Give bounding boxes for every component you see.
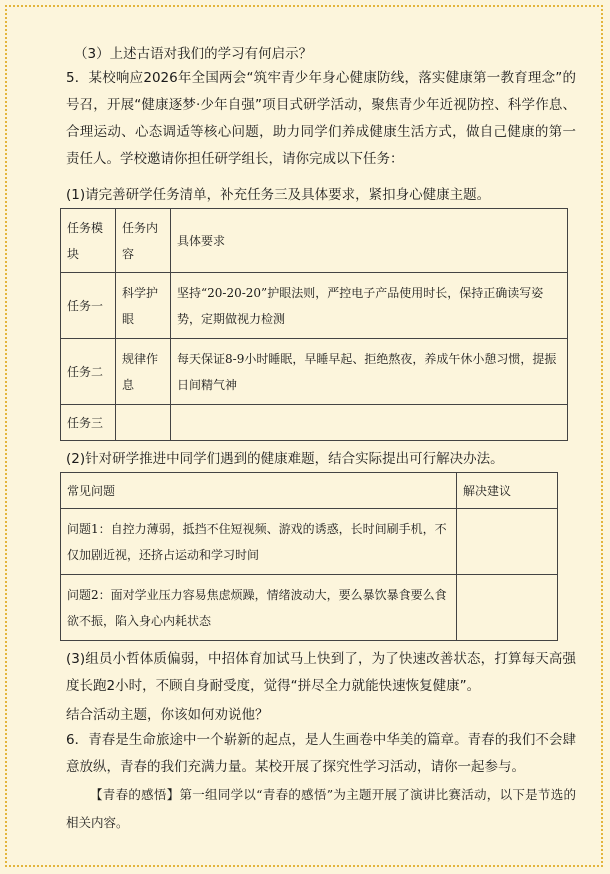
- table-row: [61, 339, 568, 405]
- header-problem: 常见问题: [61, 473, 457, 509]
- task-requirement: 坚持“20-20-20”护眼法则，严控电子产品使用时长，保持正确读写姿势，定期做视力检测: [171, 273, 568, 339]
- header-task-module: 任务模块: [61, 209, 116, 273]
- table-row: [61, 575, 558, 641]
- question-5-intro: 5．某校响应2026年全国两会“筑牢青少年身心健康防线，落实健康第一教育理念”的号召，开展“健康逐梦·少年自强”项目式研学活动，聚焦青少年近视防控、科学作息、合理运动、心态调适等核心问题，助力同学们养成健康生活方式，做自己健康的第一责任人。学校邀请你担任研学组长，请你完成以下任务：: [66, 70, 576, 167]
- question-6-subsection: 【青春的感悟】第一组同学以“青春的感悟”为主题开展了演讲比赛活动，以下是节选的相关内容。: [66, 787, 576, 830]
- task-module: 任务一: [61, 273, 116, 339]
- question-5-part-3-prompt: 结合活动主题，你该如何劝说他？: [66, 707, 269, 723]
- task-requirement: 每天保证8-9小时睡眠，早睡早起、拒绝熬夜，养成午休小憩习惯，提振日间精气神: [171, 339, 568, 405]
- table-row: [61, 509, 558, 575]
- question-3: （3）上述古语对我们的学习有何启示？: [74, 46, 313, 62]
- task-module: 任务三: [61, 405, 116, 441]
- header-task-content: 任务内容: [116, 209, 171, 273]
- task-content: 规律作息: [116, 339, 171, 405]
- question-5-part-1: (1)请完善研学任务清单，补充任务三及具体要求，紧扣身心健康主题。: [66, 187, 491, 203]
- answer-blank[interactable]: [457, 575, 558, 641]
- problem-text: 问题1：自控力薄弱，抵挡不住短视频、游戏的诱惑，长时间刷手机，不仅加剧近视，还挤占运动和学习时间: [61, 509, 457, 575]
- table-row: [61, 405, 568, 441]
- answer-blank[interactable]: [457, 509, 558, 575]
- task-list-table: [60, 208, 568, 441]
- table-header-row: [61, 473, 558, 509]
- answer-blank[interactable]: [116, 405, 171, 441]
- table-header-row: [61, 209, 568, 273]
- header-requirement: 具体要求: [171, 209, 568, 273]
- question-5-part-2: (2)针对研学推进中同学们遇到的健康难题，结合实际提出可行解决办法。: [66, 451, 504, 467]
- header-suggestion: 解决建议: [457, 473, 558, 509]
- task-module: 任务二: [61, 339, 116, 405]
- health-problem-table: [60, 472, 558, 641]
- table-row: [61, 273, 568, 339]
- task-content: 科学护眼: [116, 273, 171, 339]
- problem-text: 问题2：面对学业压力容易焦虑烦躁，情绪波动大，要么暴饮暴食要么食欲不振，陷入身心内耗状态: [61, 575, 457, 641]
- answer-blank[interactable]: [171, 405, 568, 441]
- question-5-part-3: (3)组员小哲体质偏弱，中招体育加试马上快到了，为了快速改善状态，打算每天高强度长跑2小时，不顾自身耐受度，觉得“拼尽全力就能快速恢复健康”。: [66, 651, 576, 694]
- question-6-intro: 6．青春是生命旅途中一个崭新的起点，是人生画卷中华美的篇章。青春的我们不会肆意放纵，青春的我们充满力量。某校开展了探究性学习活动，请你一起参与。: [66, 732, 576, 775]
